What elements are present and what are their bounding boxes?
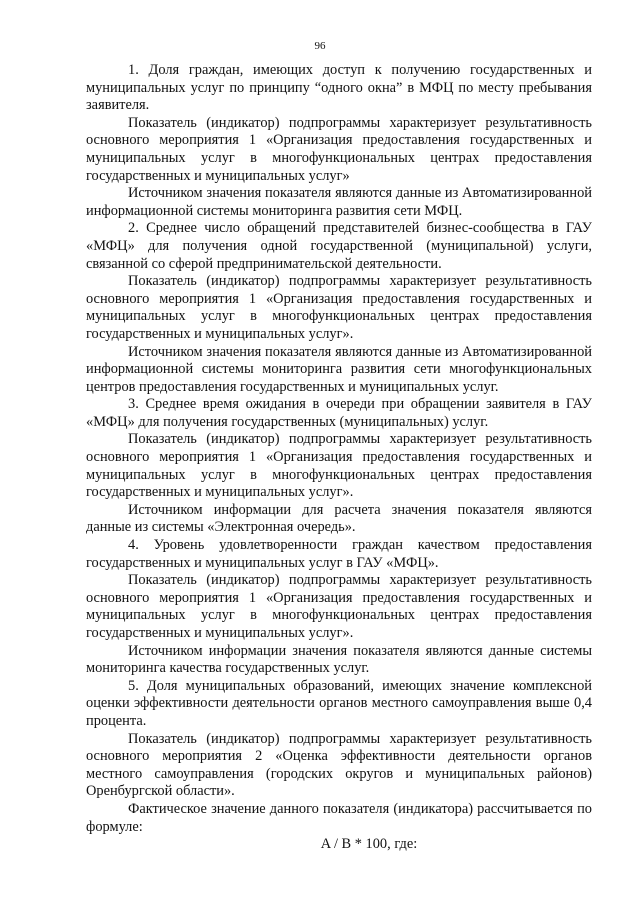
paragraph: Показатель (индикатор) подпрограммы характеризует результативность основного мероприятия 1 «Организация предоставления государственных и муниципальных услуг в многофункциональных центрах предоставления государственных и муниципальных услуг». — [86, 431, 592, 501]
page-number: 96 — [314, 40, 326, 52]
paragraph: Источником информации значения показателя являются данные системы мониторинга качества государственных услуг. — [86, 642, 592, 677]
paragraph: Источником информации для расчета значения показателя являются данные из системы «Электронная очередь». — [86, 501, 592, 536]
paragraph: 3. Среднее время ожидания в очереди при обращении заявителя в ГАУ «МФЦ» для получения государственных (муниципальных) услуг. — [86, 396, 592, 430]
paragraph: Фактическое значение данного показателя (индикатора) рассчитывается по формуле: — [86, 800, 592, 835]
formula: A / B * 100, где: — [320, 836, 418, 853]
paragraph: Показатель (индикатор) подпрограммы характеризует результативность основного мероприятия 1 «Организация предоставления государственных и муниципальных услуг в многофункциональных центрах предоставления государственных и муниципальных услуг» — [86, 114, 592, 184]
paragraph: Источником значения показателя являются данные из Автоматизированной информационной системы мониторинга развития сети МФЦ. — [86, 185, 592, 219]
paragraph: Показатель (индикатор) подпрограммы характеризует результативность основного мероприятия 2 «Оценка эффективности деятельности органов местного самоуправления (городских округов и муниципальных районов) Оренбургской области». — [86, 730, 592, 800]
paragraph: 5. Доля муниципальных образований, имеющих значение комплексной оценки эффективности деятельности органов местного самоуправления выше 0,4 процента. — [86, 677, 592, 729]
paragraph: 1. Доля граждан, имеющих доступ к получению государственных и муниципальных услуг по принципу “одного окна” в МФЦ по месту пребывания заявителя. — [86, 62, 592, 114]
paragraph: Показатель (индикатор) подпрограммы характеризует результативность основного мероприятия 1 «Организация предоставления государственных и муниципальных услуг в многофункциональных центрах предоставления государственных и муниципальных услуг». — [86, 572, 592, 641]
paragraph: Источником значения показателя являются данные из Автоматизированной информационной системы мониторинга развития сети многофункциональных центров предоставления государственных и муниципальных услуг. — [86, 343, 592, 395]
paragraph: 2. Среднее число обращений представителей бизнес-сообщества в ГАУ «МФЦ» для получения одной государственной (муниципальной) услуги, связанной со сферой предпринимательской деятельности. — [86, 220, 592, 272]
document-body — [86, 62, 592, 854]
paragraph: 4. Уровень удовлетворенности граждан качеством предоставления государственных и муниципальных услуг в ГАУ «МФЦ». — [86, 537, 592, 571]
paragraph: Показатель (индикатор) подпрограммы характеризует результативность основного мероприятия 1 «Организация предоставления государственных и муниципальных услуг в многофункциональных центрах предоставления государственных и муниципальных услуг». — [86, 273, 592, 342]
